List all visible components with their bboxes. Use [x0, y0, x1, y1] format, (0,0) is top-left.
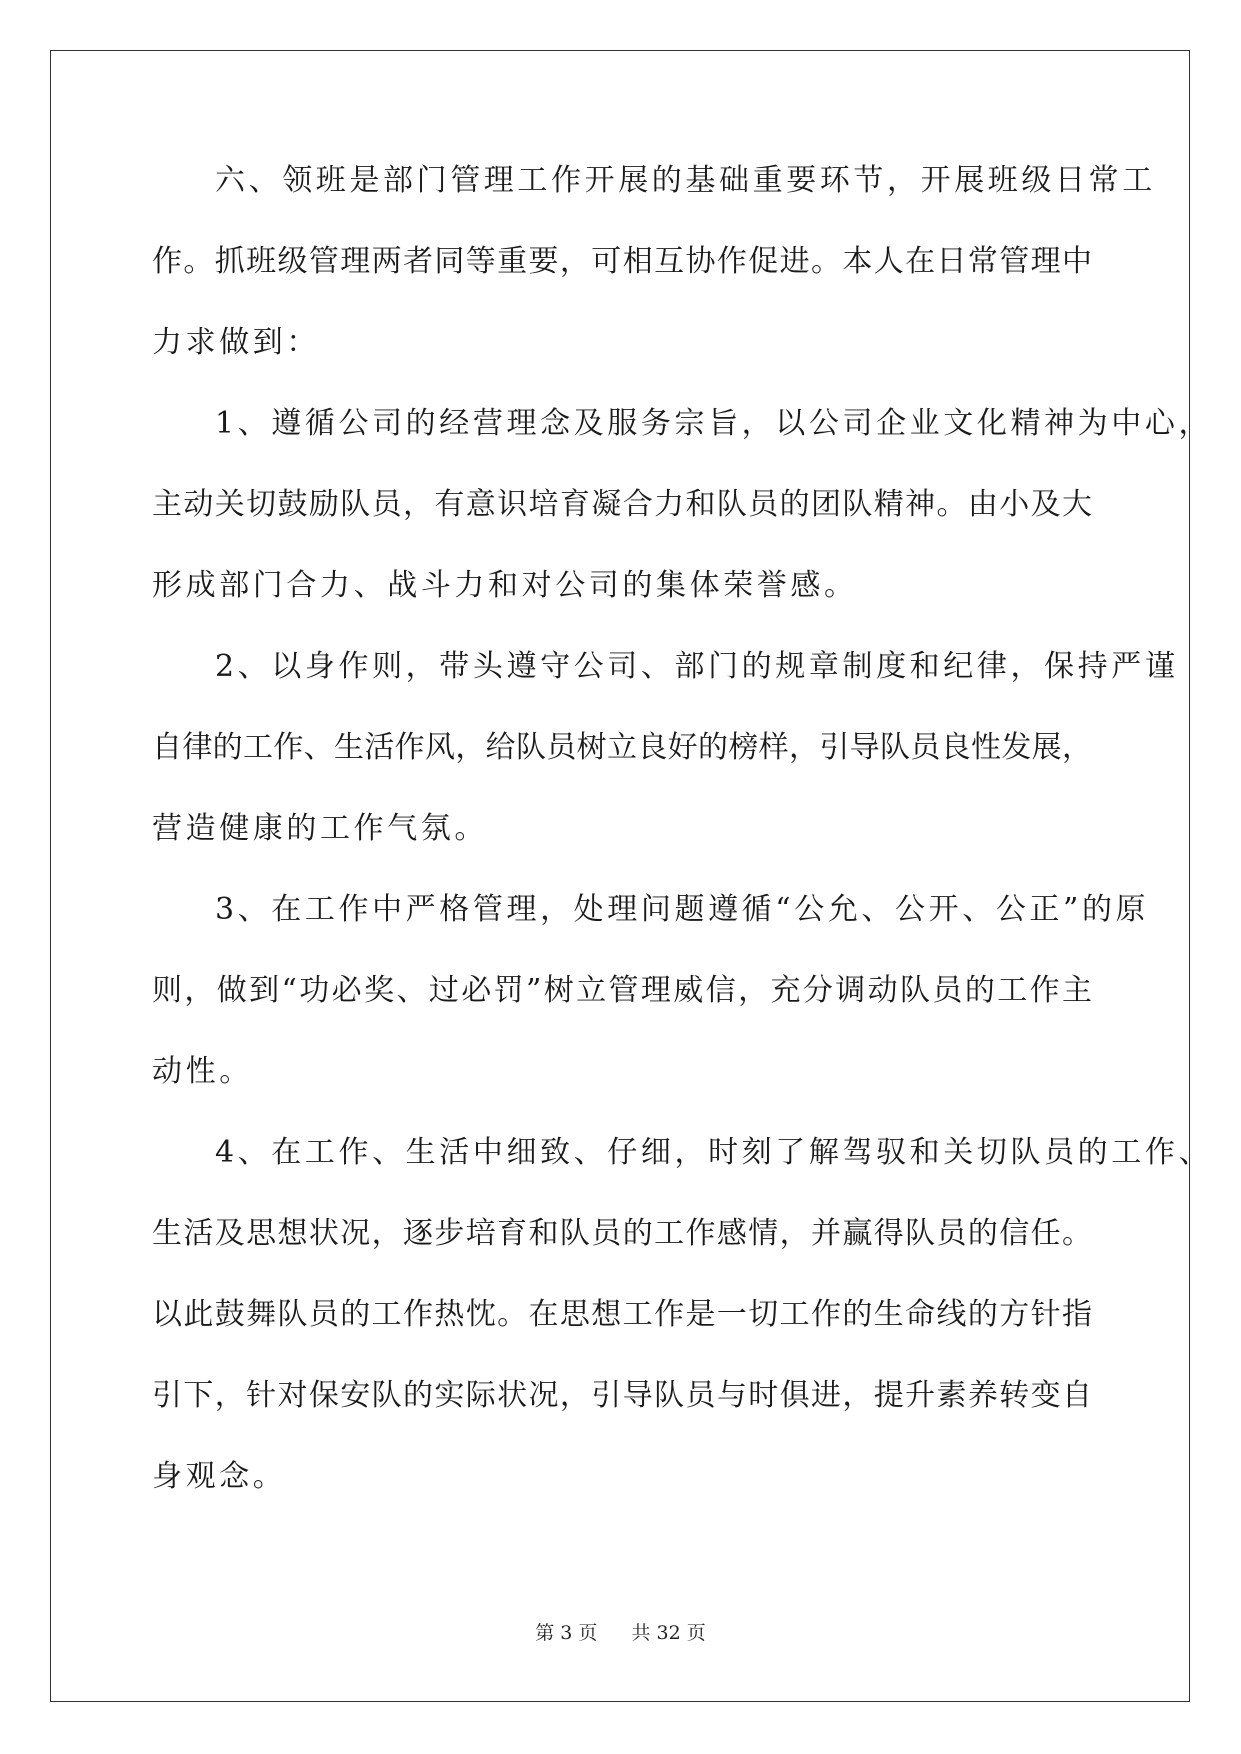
page-total: 共 32 页 [631, 1622, 706, 1644]
document-body [152, 163, 1213, 1542]
paragraph-line: 六、领班是部门管理工作开展的基础重要环节，开展班级日常工 [215, 163, 1156, 198]
paragraph-line: 引下，针对保安队的实际状况，引导队员与时俱进，提升素养转变自 [152, 1378, 1092, 1413]
paragraph-line: 主动关切鼓励队员，有意识培育凝合力和队员的团队精神。由小及大 [152, 487, 1092, 522]
paragraph-line: 身观念。 [152, 1459, 287, 1494]
paragraph-line: 动性。 [152, 1054, 253, 1089]
paragraph-line: 形成部门合力、战斗力和对公司的集体荣誉感。 [152, 568, 858, 603]
paragraph-line: 4、在工作、生活中细致、仔细，时刻了解驾驭和关切队员的工作、 [215, 1135, 1213, 1170]
page-number: 第 3 页 [535, 1622, 598, 1644]
paragraph-line: 作。抓班级管理两者同等重要，可相互协作促进。本人在日常管理中 [152, 244, 1092, 279]
paragraph-line: 则，做到“功必奖、过必罚”树立管理威信，充分调动队员的工作主 [152, 973, 1092, 1008]
paragraph-line: 1、遵循公司的经营理念及服务宗旨，以公司企业文化精神为中心， [215, 406, 1213, 441]
paragraph-line: 营造健康的工作气氛。 [152, 811, 488, 846]
paragraph-line: 以此鼓舞队员的工作热忱。在思想工作是一切工作的生命线的方针指 [152, 1297, 1092, 1332]
paragraph-line: 2、以身作则，带头遵守公司、部门的规章制度和纪律，保持严谨 [215, 649, 1179, 684]
paragraph-line: 力求做到： [152, 325, 320, 360]
paragraph-line: 3、在工作中严格管理，处理问题遵循“公允、公开、公正”的原 [215, 892, 1150, 927]
page-footer [0, 1618, 1241, 1645]
paragraph-line: 自律的工作、生活作风，给队员树立良好的榜样，引导队员良性发展， [152, 730, 1092, 765]
paragraph-line: 生活及思想状况，逐步培育和队员的工作感情，并赢得队员的信任。 [152, 1216, 1092, 1251]
